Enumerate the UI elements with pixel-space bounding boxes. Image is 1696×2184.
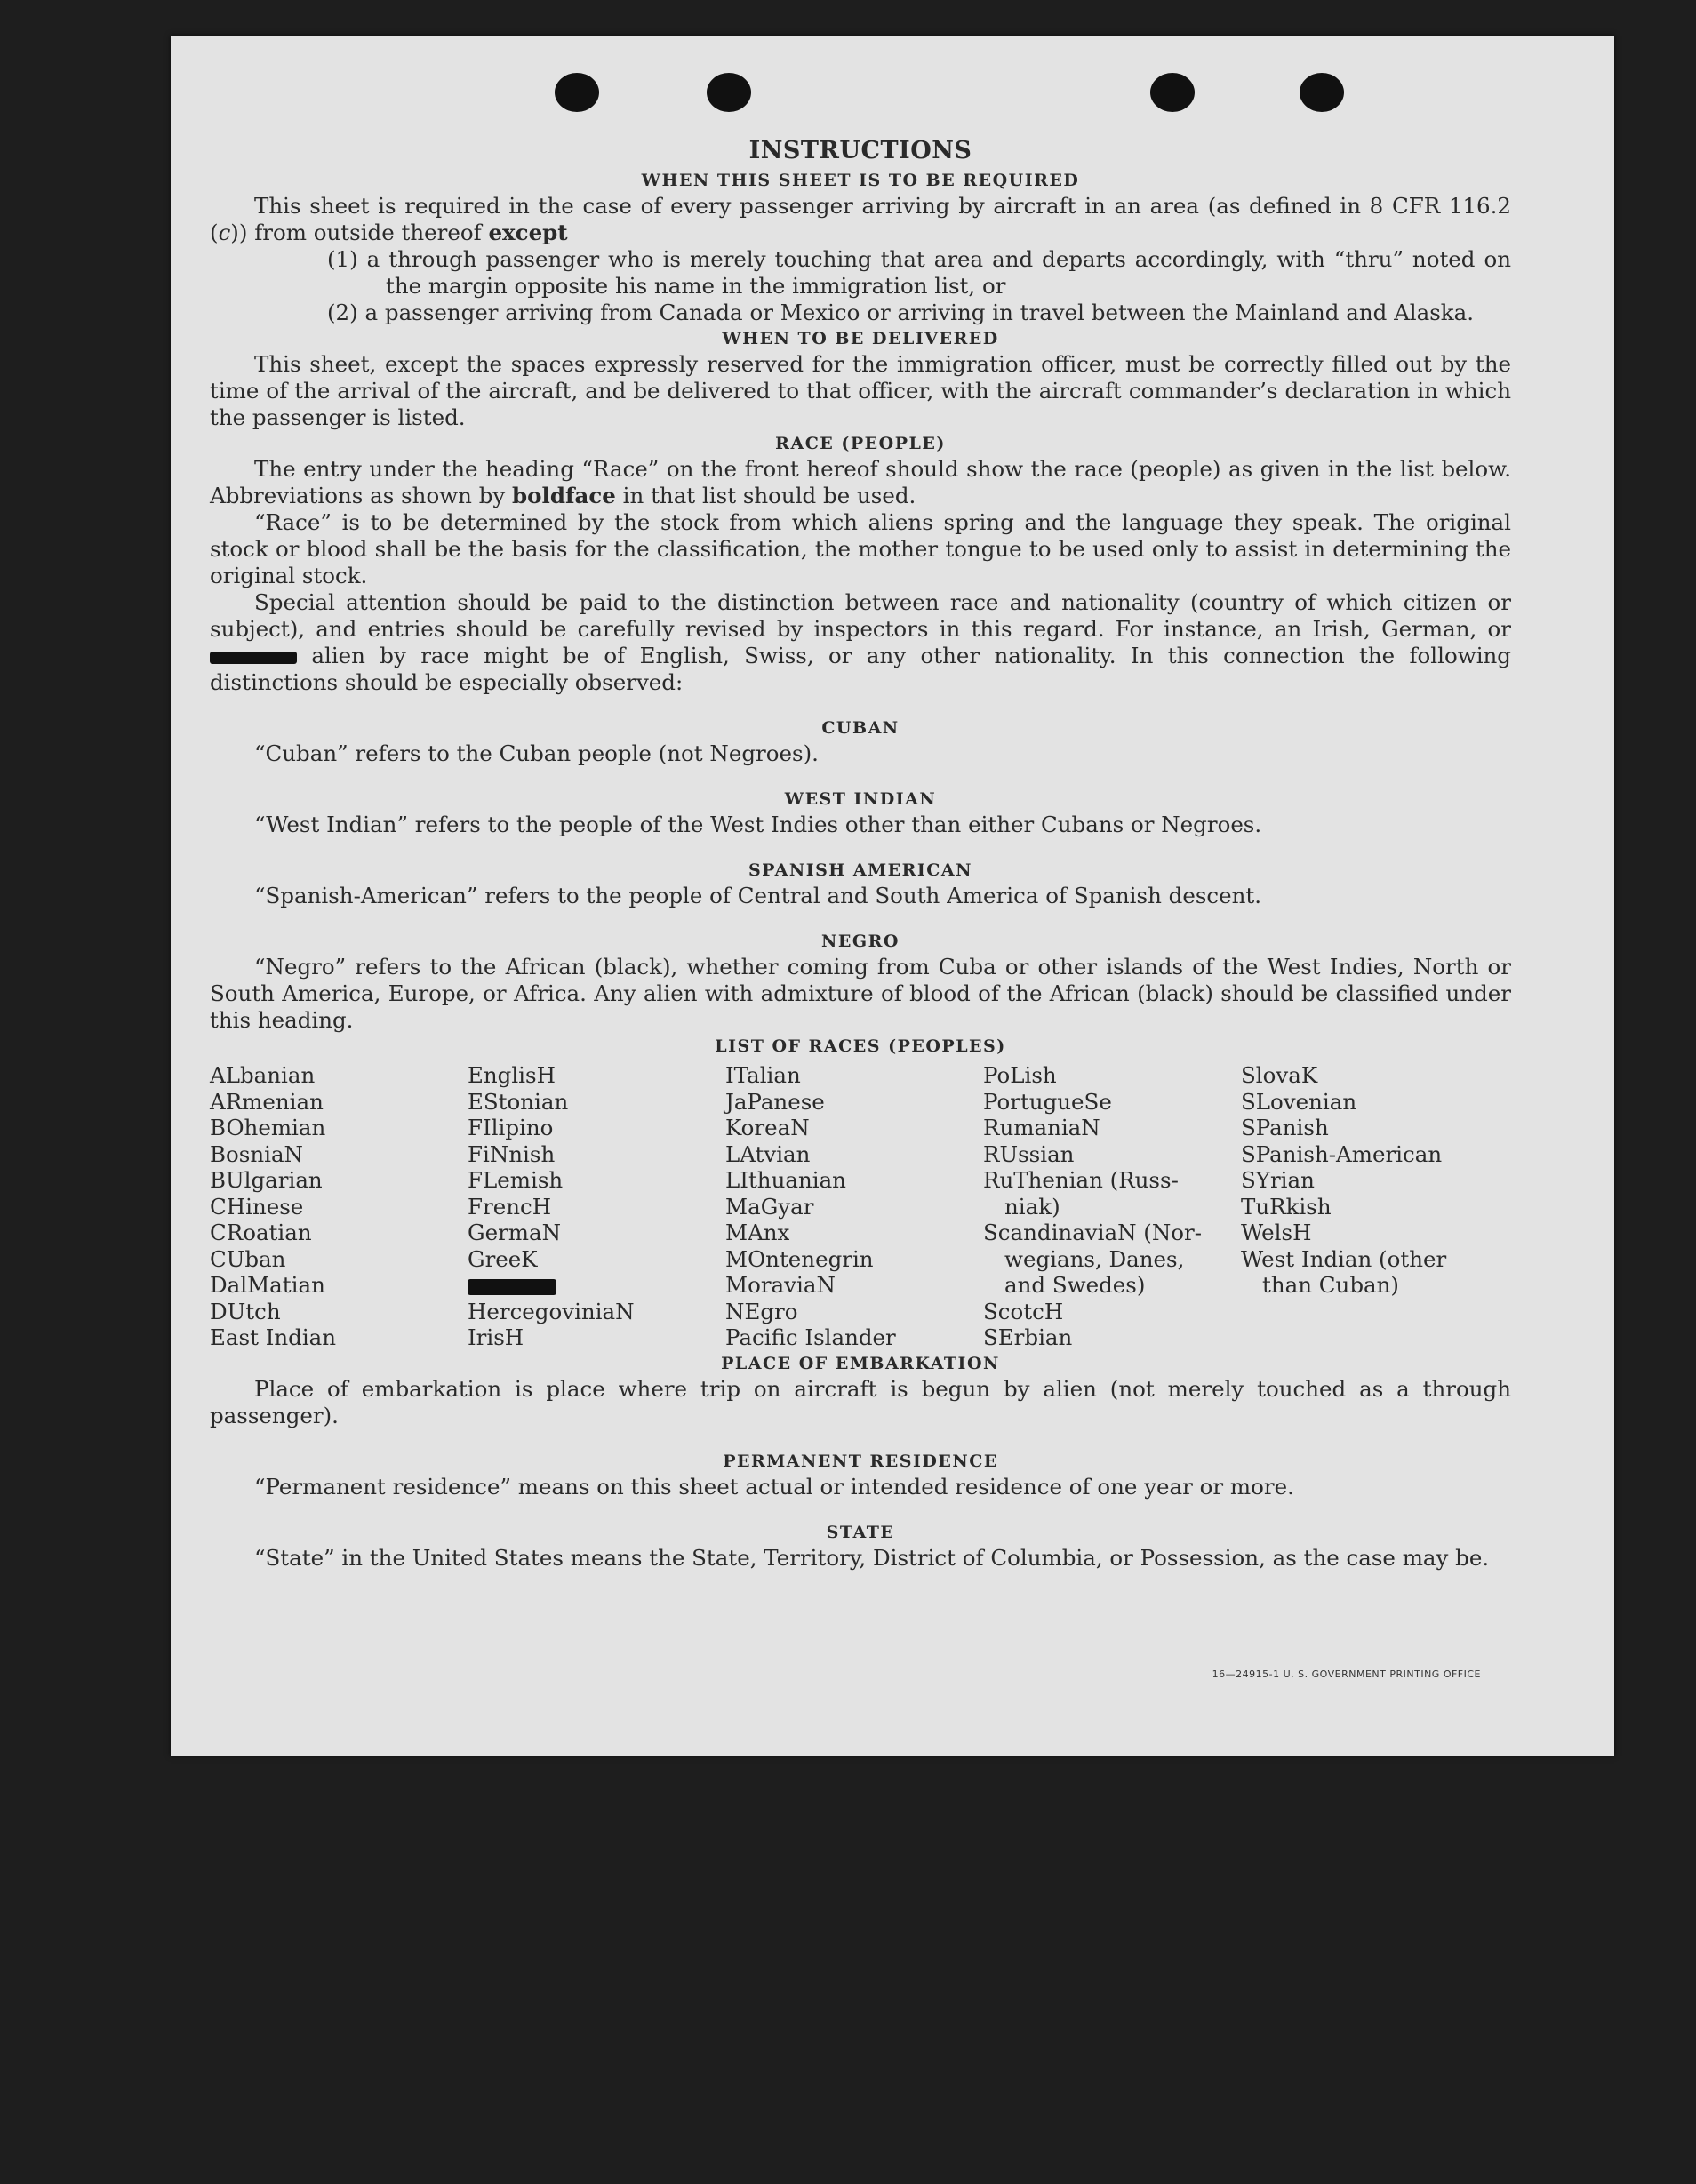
exception-item-2: (2) a passenger arriving from Canada or Mexico or arriving in travel between the Mainland and Alaska. <box>327 300 1475 325</box>
race-item: ALbanian <box>210 1062 316 1088</box>
bold-text: boldface <box>512 483 616 508</box>
race-item: IrisH <box>468 1324 524 1350</box>
punch-hole <box>1150 73 1195 112</box>
paragraph-race-3 <box>210 589 1511 696</box>
text: in that list should be used. <box>615 483 916 508</box>
paragraph-required <box>210 193 1511 246</box>
race-item: BUlgarian <box>210 1167 323 1193</box>
text: Special attention should be paid to the distinction between race and nationality (country of which citizen or subject), and entries should be carefully revised by inspectors in this regard. For instance, an Irish, German, or <box>210 589 1511 642</box>
race-item: ScandinaviaN (Nor- <box>983 1220 1203 1245</box>
race-item: FrencH <box>468 1193 552 1220</box>
heading-when-required: WHEN THIS SHEET IS TO BE REQUIRED <box>641 171 1080 190</box>
race-item: SErbian <box>983 1324 1073 1350</box>
redaction-mark <box>468 1279 556 1295</box>
race-item: FIlipino <box>468 1115 554 1140</box>
instructions-body <box>210 138 1511 1572</box>
document-sheet <box>171 36 1614 1756</box>
race-item-redacted <box>468 1272 725 1299</box>
race-item: GermaN <box>468 1220 562 1245</box>
races-column-3 <box>725 1062 983 1351</box>
race-item: Pacific Islander <box>725 1324 896 1350</box>
race-item: BOhemian <box>210 1115 326 1140</box>
text: c <box>218 220 231 245</box>
race-item: MoraviaN <box>725 1272 836 1298</box>
heading-when-delivered: WHEN TO BE DELIVERED <box>722 329 999 348</box>
race-item: CRoatian <box>210 1220 312 1245</box>
redaction-mark <box>210 652 297 664</box>
races-column-4 <box>983 1062 1241 1351</box>
races-column-1 <box>210 1062 468 1351</box>
race-item: BosniaN <box>210 1140 303 1167</box>
race-item: ITalian <box>725 1062 801 1088</box>
race-item: KoreaN <box>725 1115 810 1140</box>
heading-state: STATE <box>826 1522 895 1542</box>
paragraph-west-indian: “West Indian” refers to the people of the West Indies other than either Cubans or Negroes. <box>254 812 1262 837</box>
heading-west-indian: WEST INDIAN <box>784 789 937 809</box>
heading-embarkation: PLACE OF EMBARKATION <box>721 1353 1000 1373</box>
paragraph-permanent-residence: “Permanent residence” means on this sheet actual or intended residence of one year or more. <box>254 1473 1294 1500</box>
text: alien by race might be of English, Swiss, or any other nationality. In this connection the following distinctions should be especially observed: <box>210 643 1511 695</box>
text: )) from outside thereof <box>230 220 489 245</box>
race-item: ScotcH <box>983 1298 1064 1324</box>
race-item: FiNnish <box>468 1140 556 1167</box>
race-item-continued: niak) <box>1004 1193 1060 1220</box>
race-item: RuThenian (Russ- <box>983 1167 1179 1193</box>
punch-hole <box>555 73 599 112</box>
paragraph-state: “State” in the United States means the State, Territory, District of Columbia, or Possession, as the case may be. <box>254 1544 1490 1571</box>
paragraph-embarkation: Place of embarkation is place where trip on aircraft is begun by alien (not merely touched as a through passenger). <box>210 1375 1511 1428</box>
race-item: SPanish <box>1241 1115 1329 1140</box>
race-item: RumaniaN <box>983 1115 1100 1140</box>
race-item: JaPanese <box>725 1088 825 1115</box>
race-item: CHinese <box>210 1193 304 1220</box>
exception-item-1: (1) a through passenger who is merely touching that area and departs accordingly, with “thru” noted on the margin opposite his name in the immigration list, or <box>327 246 1511 299</box>
text: The entry under the heading “Race” on the front hereof should show the race (people) as given in the list below. Abbreviations as shown by <box>210 456 1511 508</box>
race-item-continued: and Swedes) <box>1004 1272 1146 1298</box>
race-item: EnglisH <box>468 1062 556 1088</box>
paragraph-delivered: This sheet, except the spaces expressly reserved for the immigration officer, must be correctly filled out by the time of the arrival of the aircraft, and be delivered to that officer, with the aircraft commander’s declaration in which the passenger is listed. <box>210 351 1511 430</box>
race-item-continued: than Cuban) <box>1262 1272 1399 1298</box>
race-item: ARmenian <box>210 1088 324 1115</box>
race-item: GreeK <box>468 1245 538 1272</box>
race-item: SYrian <box>1241 1167 1315 1193</box>
text: This sheet is required in the case of every passenger arriving by aircraft in an area (as defined in 8 CFR 116.2 ( <box>210 193 1511 245</box>
race-item: LIthuanian <box>725 1167 846 1193</box>
race-item: WelsH <box>1241 1220 1312 1245</box>
race-item: FLemish <box>468 1167 564 1193</box>
races-column-5 <box>1241 1062 1499 1351</box>
heading-race: RACE (PEOPLE) <box>775 434 946 453</box>
race-item: TuRkish <box>1241 1193 1332 1220</box>
heading-permanent-residence: PERMANENT RESIDENCE <box>723 1451 998 1471</box>
race-item: East Indian <box>210 1324 337 1350</box>
races-list <box>210 1062 1511 1351</box>
race-item: CUban <box>210 1245 286 1272</box>
race-item: MOntenegrin <box>725 1245 874 1272</box>
heading-cuban: CUBAN <box>821 718 900 738</box>
race-item: SlovaK <box>1241 1062 1318 1088</box>
race-item: LAtvian <box>725 1140 811 1167</box>
race-item: West Indian (other <box>1241 1245 1447 1272</box>
race-item: PortugueSe <box>983 1088 1112 1115</box>
race-item: DalMatian <box>210 1272 325 1298</box>
punch-hole <box>1300 73 1344 112</box>
bold-text: except <box>488 220 568 245</box>
paragraph-cuban: “Cuban” refers to the Cuban people (not Negroes). <box>254 740 819 766</box>
heading-negro: NEGRO <box>821 932 900 951</box>
paragraph-race-1 <box>210 456 1511 509</box>
race-item: DUtch <box>210 1298 281 1324</box>
races-column-2 <box>468 1062 725 1351</box>
race-item: NEgro <box>725 1298 798 1324</box>
paragraph-spanish-american: “Spanish-American” refers to the people of Central and South America of Spanish descent. <box>254 883 1262 908</box>
paragraph-race-2: “Race” is to be determined by the stock from which aliens spring and the language they speak. The original stock or blood shall be the basis for the classification, the mother tongue to be used only to assist in determining the original stock. <box>210 509 1511 588</box>
punch-hole <box>707 73 751 112</box>
paragraph-negro: “Negro” refers to the African (black), whether coming from Cuba or other islands of the West Indies, North or South America, Europe, or Africa. Any alien with admixture of blood of the African (black) should be classified under this heading. <box>210 954 1511 1033</box>
race-item: MAnx <box>725 1220 790 1245</box>
race-item: RUssian <box>983 1140 1075 1167</box>
race-item: SLovenian <box>1241 1088 1357 1115</box>
printing-office-code: 16—24915-1 U. S. GOVERNMENT PRINTING OFFICE <box>1212 1668 1481 1680</box>
heading-list-of-races: LIST OF RACES (PEOPLES) <box>715 1036 1006 1056</box>
race-item: SPanish-American <box>1241 1140 1443 1167</box>
race-item: EStonian <box>468 1088 569 1115</box>
race-item: PoLish <box>983 1062 1057 1088</box>
heading-spanish-american: SPANISH AMERICAN <box>748 860 973 880</box>
race-item: HercegoviniaN <box>468 1298 635 1324</box>
race-item-continued: wegians, Danes, <box>1004 1245 1185 1272</box>
race-item: MaGyar <box>725 1193 814 1220</box>
page-title: INSTRUCTIONS <box>748 137 972 164</box>
